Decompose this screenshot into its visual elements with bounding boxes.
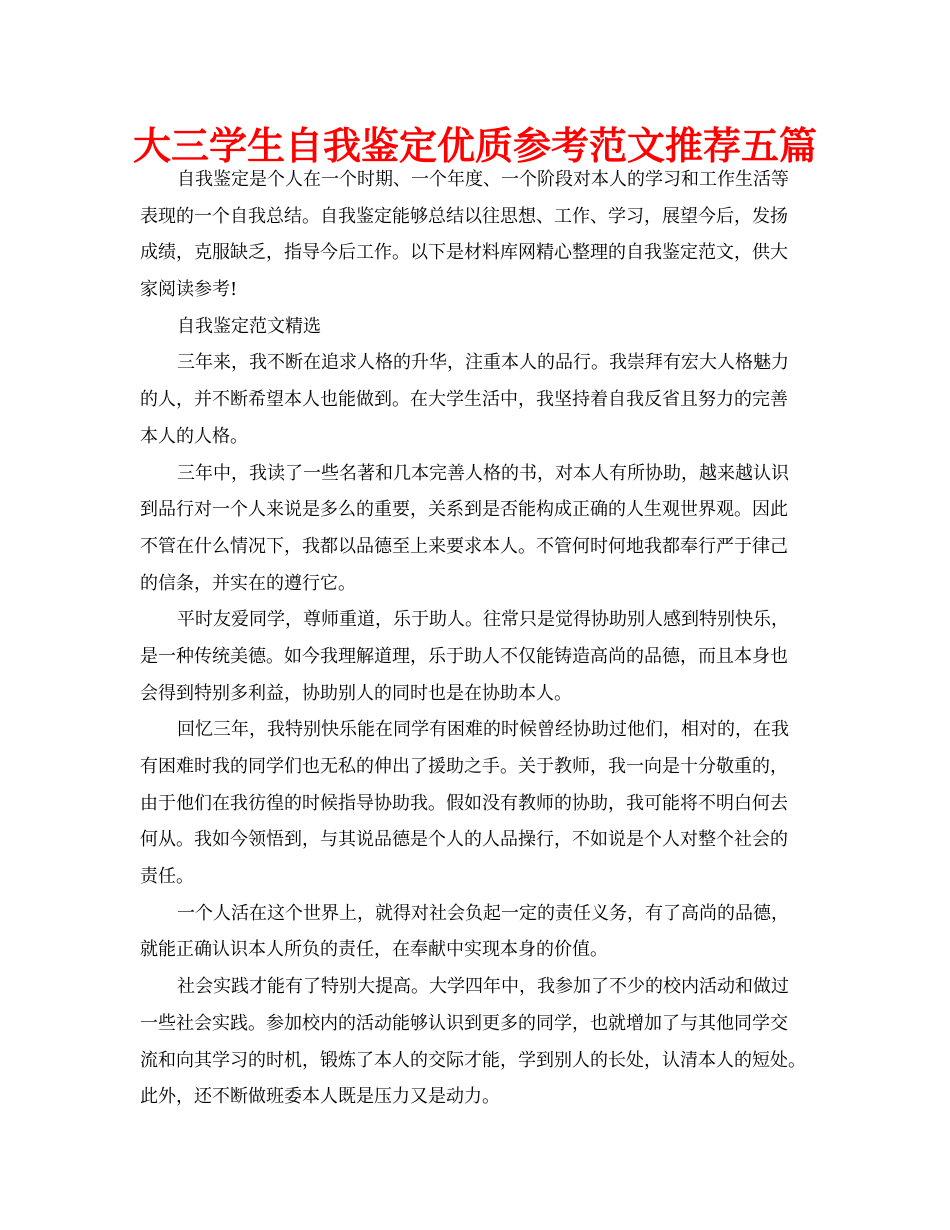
document-body [140, 162, 830, 1116]
text-line: 社会实践才能有了特别大提高。大学四年中，我参加了不少的校内活动和做过 [177, 976, 789, 998]
text-line: 就能正确认识本人所负的责任，在奉献中实现本身的价值。 [140, 939, 608, 961]
text-line: 不管在什么情况下，我都以品德至上来要求本人。不管何时何地我都奉行严于律己 [140, 535, 788, 557]
text-line: 一些社会实践。参加校内的活动能够认识到更多的同学，也就增加了与其他同学交 [140, 1012, 788, 1034]
text-line: 一个人活在这个世界上，就得对社会负起一定的责任义务，有了高尚的品德， [177, 902, 789, 924]
text-line: 责任。 [140, 866, 194, 888]
document-title: 大三学生自我鉴定优质参考范文推荐五篇 [132, 124, 817, 168]
text-line: 自我鉴定是个人在一个时期、一个年度、一个阶段对本人的学习和工作生活等 [177, 169, 789, 190]
text-line: 本人的人格。 [140, 425, 248, 447]
text-line: 由于他们在我彷徨的时候指导协助我。假如没有教师的协助，我可能将不明白何去 [140, 792, 788, 814]
text-line: 三年中，我读了一些名著和几本完善人格的书，对本人有所协助，越来越认识 [177, 462, 789, 484]
text-line: 何从。我如今领悟到，与其说品德是个人的人品操行，不如说是个人对整个社会的 [140, 829, 788, 851]
text-line: 平时友爱同学，尊师重道，乐于助人。往常只是觉得协助别人感到特别快乐， [177, 609, 789, 631]
text-line: 到品行对一个人来说是多么的重要，关系到是否能构成正确的人生观世界观。因此 [140, 499, 788, 521]
text-line: 的信条，并实在的遵行它。 [140, 572, 356, 594]
text-line: 是一种传统美德。如今我理解道理，乐于助人不仅能铸造高尚的品德，而且本身也 [140, 645, 788, 667]
text-line: 家阅读参考! [140, 279, 238, 301]
text-line: 三年来，我不断在追求人格的升华，注重本人的品行。我崇拜有宏大人格魅力 [177, 352, 789, 374]
text-line: 自我鉴定范文精选 [177, 315, 321, 337]
text-line: 成绩，克服缺乏，指导今后工作。以下是材料库网精心整理的自我鉴定范文，供大 [140, 242, 788, 264]
text-line: 有困难时我的同学们也无私的伸出了援助之手。关于教师，我一向是十分敬重的， [140, 756, 788, 777]
text-line: 流和向其学习的时机，锻炼了本人的交际才能，学到别人的长处，认清本人的短处。 [140, 1049, 806, 1071]
text-line: 表现的一个自我总结。自我鉴定能够总结以往思想、工作、学习，展望今后，发扬 [140, 205, 788, 227]
text-line: 会得到特别多利益，协助别人的同时也是在协助本人。 [140, 682, 572, 704]
text-line: 回忆三年，我特别快乐能在同学有困难的时候曾经协助过他们，相对的，在我 [177, 719, 789, 741]
text-line: 此外，还不断做班委本人既是压力又是动力。 [140, 1086, 500, 1108]
text-line: 的人，并不断希望本人也能做到。在大学生活中，我坚持着自我反省且努力的完善 [140, 389, 788, 411]
